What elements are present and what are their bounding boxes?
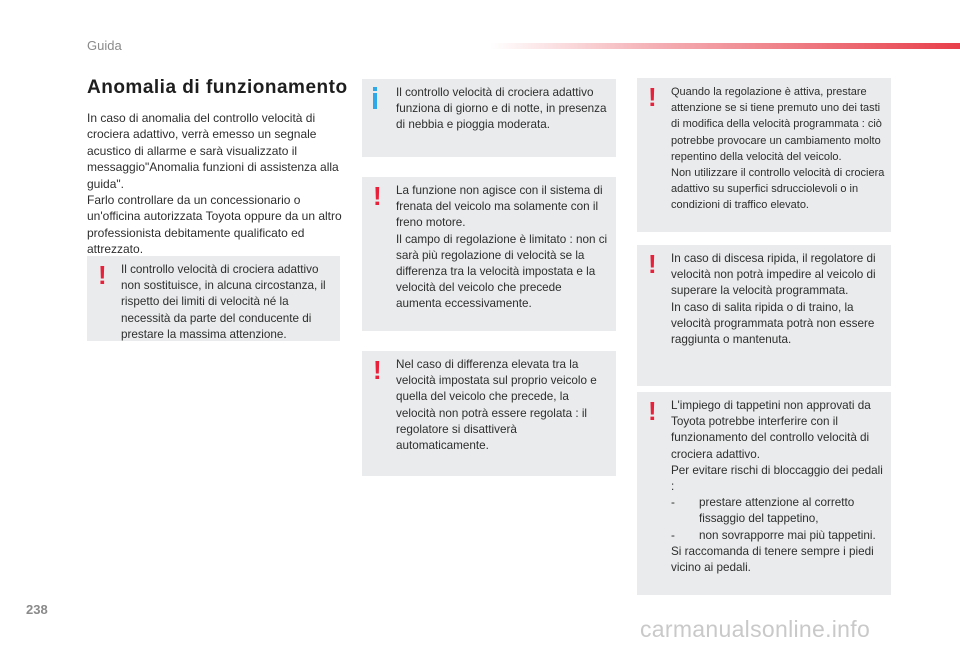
warning-box-speed-limits [87, 256, 340, 341]
warning-box-engine-brake [362, 177, 616, 331]
warning-box-slopes [637, 245, 891, 386]
warning-icon: ! [98, 260, 107, 290]
watermark: carmanualsonline.info [640, 616, 871, 642]
box-text [671, 84, 885, 214]
box-paragraph: Nel caso di differenza elevata tra la velocità impostata sul proprio veicolo e quella del veicolo che precede, la velocità non potrà essere regolata : il regolatore si disattiverà automaticamente. [396, 358, 597, 453]
box-paragraph: Non utilizzare il controllo velocità di crociera adattivo su superfici sdrucciolevoli o in condizioni di traffico elevato. [671, 167, 885, 212]
page-number: 238 [26, 602, 48, 617]
box-text [396, 183, 610, 313]
box-text [121, 262, 334, 343]
box-paragraph: Il controllo velocità di crociera adattivo funziona di giorno e di notte, in presenza di nebbia e pioggia moderata. [396, 86, 607, 132]
warning-box-speed-difference [362, 351, 616, 476]
box-text [671, 398, 885, 576]
section-label: Guida [87, 38, 122, 53]
intro-paragraph: In caso di anomalia del controllo velocità di crociera adattivo, verrà emesso un segnale acustico di allarme e sarà visualizzato il messaggio"Anomalia funzioni di assistenza alla guida". [87, 111, 339, 191]
info-icon [373, 84, 377, 114]
list-dash: - [671, 528, 675, 542]
intro-text [87, 110, 342, 258]
box-paragraph: Il campo di regolazione è limitato : non ci sarà più regolazione di velocità se la differenza tra la velocità impostata e la velocità del veicolo che precede aumenta eccessivamente. [396, 232, 608, 311]
warning-box-regulation-active [637, 78, 891, 232]
list-item-text: non sovrapporre mai più tappetini. [699, 528, 876, 542]
box-paragraph: Il controllo velocità di crociera adattivo non sostituisce, in alcuna circostanza, il rispetto dei limiti di velocità né la necessità da parte del conducente di prestare la massima attenzione. [121, 263, 326, 341]
warning-icon: ! [373, 181, 382, 211]
warning-icon: ! [373, 355, 382, 385]
info-box-conditions [362, 79, 616, 157]
box-paragraph: In caso di salita ripida o di traino, la velocità programmata potrà non essere raggiunta o mantenuta. [671, 300, 875, 347]
warning-icon: ! [648, 82, 657, 112]
box-paragraph: La funzione non agisce con il sistema di frenata del veicolo ma solamente con il freno motore. [396, 184, 603, 230]
warning-icon: ! [648, 396, 657, 426]
box-paragraph: Si raccomanda di tenere sempre i piedi vicino ai pedali. [671, 544, 874, 575]
warning-icon: ! [648, 249, 657, 279]
header-bar [490, 43, 960, 49]
list-item [671, 528, 885, 544]
box-paragraph: L'impiego di tappetini non approvati da Toyota potrebbe interferire con il funzionamento del controllo velocità di crociera adattivo. [671, 399, 871, 461]
box-paragraph: Quando la regolazione è attiva, prestare attenzione se si tiene premuto uno dei tasti di modifica della velocità programmata : ciò potrebbe provocare un cambiamento molto repentino della velocità del veicolo. [671, 86, 882, 163]
intro-paragraph: Farlo controllare da un concessionario o un'officina autorizzata Toyota oppure da un altro professionista debitamente qualificato ed attrezzato. [87, 193, 342, 257]
list-dash: - [671, 496, 675, 510]
box-text [396, 85, 610, 134]
box-text [671, 251, 885, 348]
list-item-text: prestare attenzione al corretto fissaggio del tappetino, [699, 496, 855, 526]
box-text [396, 357, 610, 454]
box-paragraph: Per evitare rischi di bloccaggio dei pedali : [671, 463, 883, 494]
warning-box-floor-mats [637, 392, 891, 595]
list-item [671, 495, 885, 527]
page-title: Anomalia di funzionamento [87, 77, 348, 98]
box-paragraph: In caso di discesa ripida, il regolatore di velocità non potrà impedire al veicolo di superare la velocità programmata. [671, 252, 876, 298]
